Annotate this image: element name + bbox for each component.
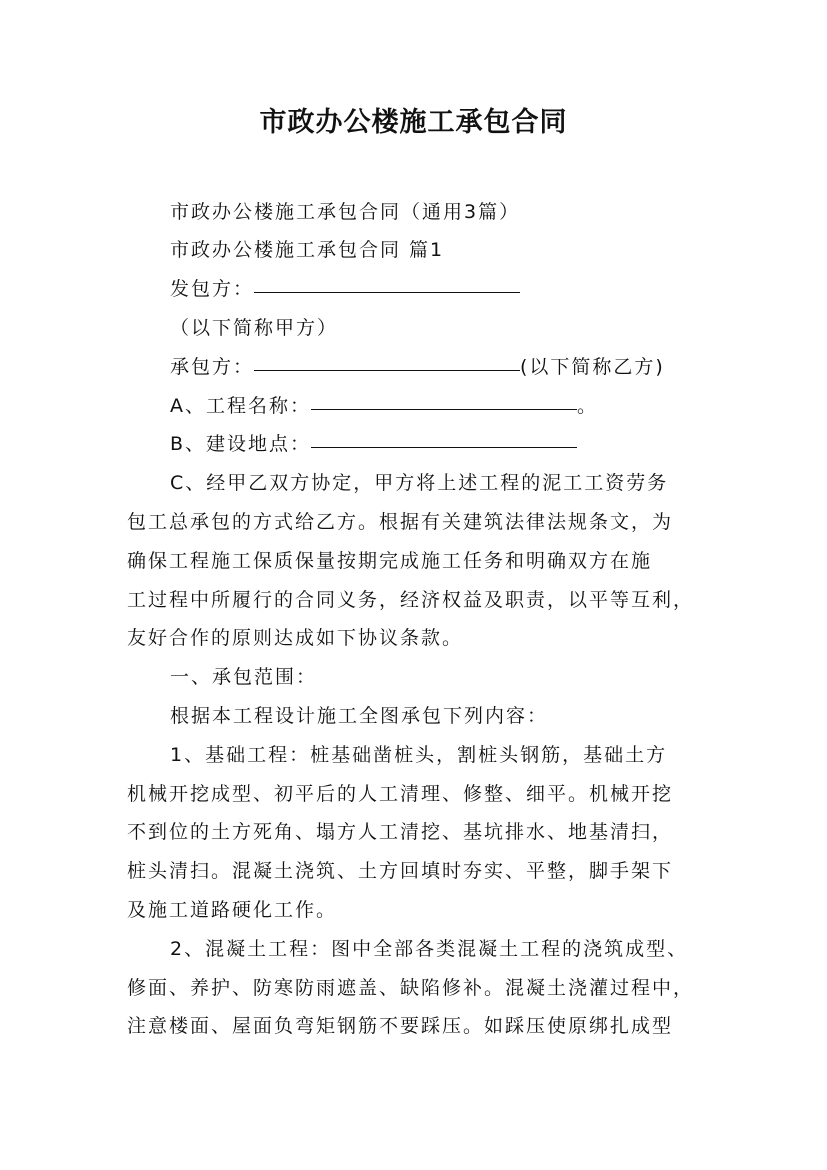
paragraph-line (127, 542, 717, 580)
text: （以下简称甲方） (170, 317, 339, 339)
paragraph-line (127, 1007, 717, 1045)
section-heading (170, 231, 717, 269)
paragraph-line (127, 775, 717, 813)
text: 及施工道路硬化工作。 (127, 899, 338, 921)
text: 包工总承包的方式给乙方。根据有关建筑法律法规条文，为 (127, 511, 674, 533)
text: C、经甲乙双方协定，甲方将上述工程的泥工工资劳务 (170, 472, 669, 494)
paragraph-line (170, 697, 717, 735)
contractor-line (170, 348, 717, 386)
paragraph-line (127, 852, 717, 890)
party-a-note (170, 309, 717, 347)
text: 1、基础工程：桩基础凿桩头，割桩头钢筋，基础土方 (170, 744, 668, 766)
text: 注意楼面、屋面负弯矩钢筋不要踩压。如踩压使原绑扎成型 (127, 1015, 674, 1037)
text: 确保工程施工保质保量按期完成施工任务和明确双方在施 (127, 550, 653, 572)
label: 承包方： (170, 356, 255, 378)
text: 市政办公楼施工承包合同 篇1 (170, 239, 445, 261)
text: 友好合作的原则达成如下协议条款。 (127, 627, 464, 649)
project-name-line (170, 387, 717, 425)
project-name-blank (311, 387, 577, 410)
punct: 。 (577, 395, 599, 417)
paragraph-line (127, 619, 717, 657)
text: 市政办公楼施工承包合同（通用3篇） (170, 201, 521, 223)
party-b-note: (以下简称乙方) (520, 356, 665, 378)
paragraph-line (127, 503, 717, 541)
paragraph-line (127, 891, 717, 929)
paragraph-line (127, 969, 717, 1007)
text: 桩头清扫。混凝土浇筑、土方回填时夯实、平整，脚手架下 (127, 860, 674, 882)
site-line (170, 425, 717, 463)
text: 一、承包范围： (170, 666, 318, 688)
paragraph-line (170, 736, 717, 774)
text: 根据本工程设计施工全图承包下列内容： (170, 705, 549, 727)
label: B、建设地点： (170, 433, 312, 455)
document-title: 市政办公楼施工承包合同 (259, 107, 568, 138)
section-heading (170, 658, 717, 696)
text: 不到位的土方死角、塌方人工清挖、基坑排水、地基清扫， (127, 821, 674, 843)
paragraph-line (127, 581, 717, 619)
contractor-blank (254, 348, 520, 371)
label: 发包方： (170, 278, 255, 300)
label: A、工程名称： (170, 395, 311, 417)
text: 2、混凝土工程：图中全部各类混凝土工程的浇筑成型、 (170, 938, 689, 960)
subtitle-line (170, 193, 717, 231)
paragraph-line (170, 464, 717, 502)
text: 修面、养护、防寒防雨遮盖、缺陷修补。混凝土浇灌过程中， (127, 977, 695, 999)
text: 机械开挖成型、初平后的人工清理、修整、细平。机械开挖 (127, 783, 674, 805)
text: 工过程中所履行的合同义务，经济权益及职责，以平等互利， (127, 589, 695, 611)
issuer-line (170, 270, 717, 308)
issuer-blank (254, 270, 520, 293)
paragraph-line (170, 930, 717, 968)
paragraph-line (127, 813, 717, 851)
site-blank (311, 425, 577, 448)
